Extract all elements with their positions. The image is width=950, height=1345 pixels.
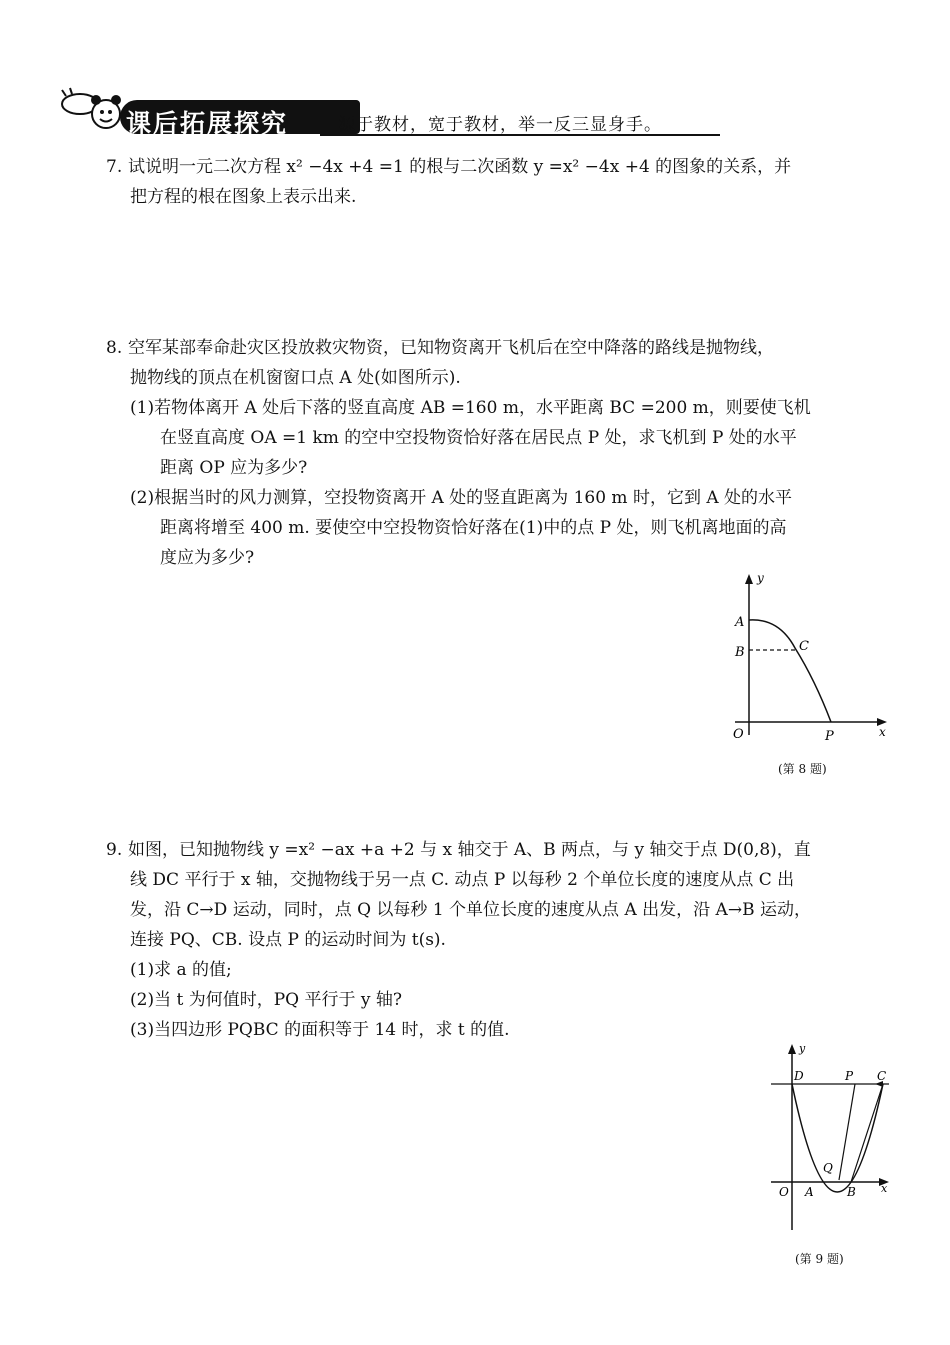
sub-question-2-text: 距离将增至 400 m. 要使空中空投物资恰好落在(1)中的点 P 处，则飞机离地面的高 [160, 518, 787, 538]
question-text: 空军某部奉命赴灾区投放救灾物资，已知物资离开飞机后在空中降落的路线是抛物线， [128, 338, 774, 358]
question-text: 连接 PQ、CB. 设点 P 的运动时间为 t(s). [130, 930, 446, 950]
label-c: C [799, 639, 809, 654]
figure-question-9 [765, 1040, 895, 1235]
segment-cb [851, 1084, 883, 1182]
y-axis-arrow [788, 1044, 796, 1054]
question-text: 抛物线的顶点在机窗窗口点 A 处(如图所示). [130, 368, 461, 388]
sub-question-1: (1)求 a 的值; [130, 960, 232, 980]
sub-question-2: (2)当 t 为何值时，PQ 平行于 y 轴? [130, 990, 403, 1010]
label-p: P [825, 729, 834, 744]
question-text: 把方程的根在图象上表示出来. [130, 187, 357, 207]
label-o: O [733, 727, 744, 742]
header-slogan: 源于教材，宽于教材，举一反三显身手。 [338, 115, 662, 135]
label-c: C [877, 1069, 887, 1083]
label-y: y [799, 1042, 806, 1055]
question-number: 8. [106, 338, 123, 358]
figure-question-8 [725, 570, 895, 750]
label-b: B [735, 645, 745, 660]
question-number: 7. [106, 157, 123, 177]
sub-question-2-text: 度应为多少? [160, 548, 255, 568]
question-8 [106, 333, 811, 573]
question-7 [106, 152, 791, 212]
label-q: Q [823, 1161, 833, 1175]
header-title: 课后拓展探究 [126, 109, 289, 138]
section-header [58, 86, 858, 138]
label-x: x [881, 1182, 888, 1195]
segment-pq [839, 1084, 855, 1180]
label-b: B [847, 1185, 856, 1199]
mascot-icon [58, 86, 128, 138]
label-y: y [757, 571, 764, 585]
label-d: D [794, 1069, 804, 1083]
parabola-curve [792, 1084, 883, 1192]
figure-caption-9: (第 9 题) [795, 1252, 844, 1266]
question-text: 线 DC 平行于 x 轴，交抛物线于另一点 C. 动点 P 以每秒 2 个单位长度的速度从点 C 出 [130, 870, 795, 890]
sub-question-1: (1)若物体离开 A 处后下落的竖直高度 AB =160 m，水平距离 BC =200 m，则要使飞机 [130, 398, 811, 418]
y-axis-arrow [745, 574, 753, 584]
question-number: 9. [106, 840, 123, 860]
sub-question-1-text: 距离 OP 应为多少? [160, 458, 308, 478]
label-o: O [779, 1185, 789, 1199]
header-underline [320, 134, 720, 136]
figure-caption-8: (第 8 题) [778, 762, 827, 776]
label-a: A [735, 615, 745, 630]
label-x: x [879, 725, 886, 739]
parabola-curve [749, 620, 831, 722]
question-text: 试说明一元二次方程 x² −4x +4 =1 的根与二次函数 y =x² −4x +4 的图象的关系，并 [128, 157, 792, 177]
label-p: P [845, 1069, 854, 1083]
sub-question-2: (2)根据当时的风力测算，空投物资离开 A 处的竖直距离为 160 m 时，它到 A 处的水平 [130, 488, 793, 508]
question-text: 如图，已知抛物线 y =x² −ax +a +2 与 x 轴交于 A、B 两点，与 y 轴交于点 D(0,8)，直 [128, 840, 811, 860]
question-text: 发，沿 C→D 运动，同时，点 Q 以每秒 1 个单位长度的速度从点 A 出发，沿 A→B 运动， [130, 900, 811, 920]
question-9 [106, 835, 811, 1045]
sub-question-3: (3)当四边形 PQBC 的面积等于 14 时，求 t 的值. [130, 1020, 510, 1040]
label-a: A [805, 1185, 814, 1199]
sub-question-1-text: 在竖直高度 OA =1 km 的空中空投物资恰好落在居民点 P 处，求飞机到 P 处的水平 [160, 428, 797, 448]
